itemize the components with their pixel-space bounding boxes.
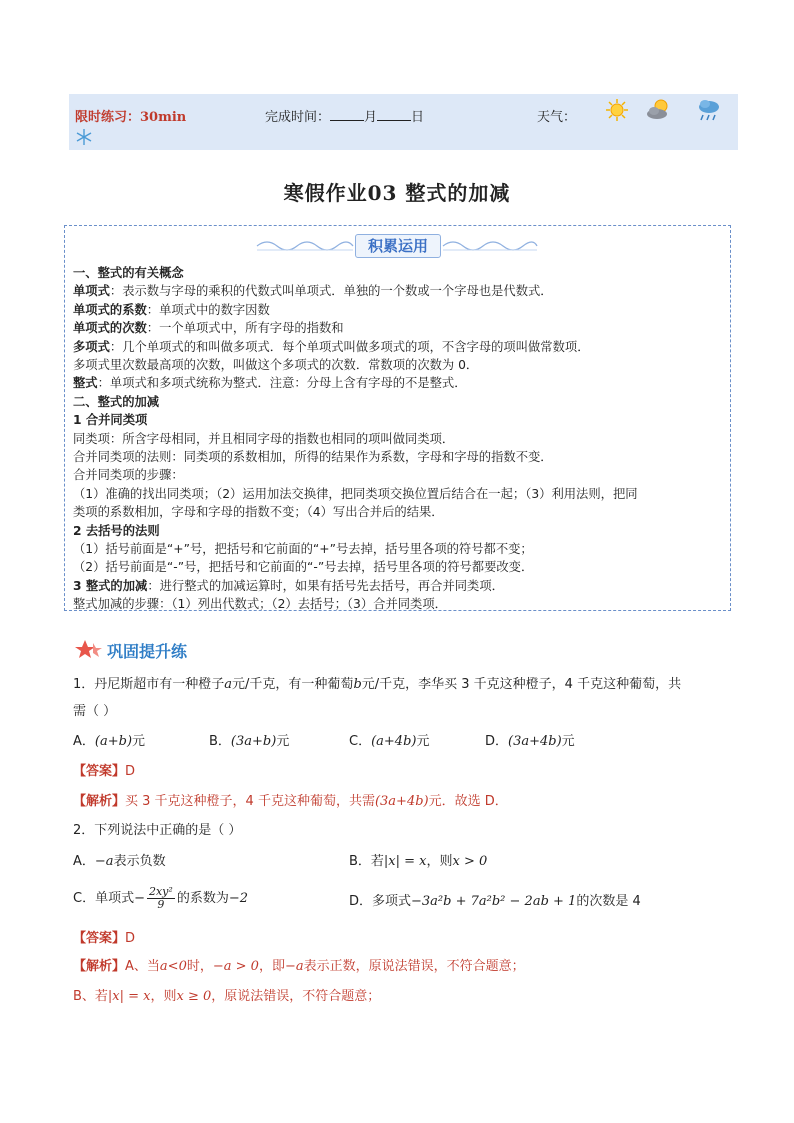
q2-option-a-text: 表示负数 xyxy=(113,854,166,869)
q1-option-c xyxy=(349,732,429,752)
q2-option-c-text: 的系数为 xyxy=(176,891,229,906)
q1-answer-label: 【答案】 xyxy=(73,764,126,779)
q2-option-d xyxy=(349,892,641,912)
knowledge-banner xyxy=(253,234,541,258)
knowledge-line xyxy=(73,374,467,392)
knowledge-line-text: ：单项式中的数字因数 xyxy=(146,302,270,317)
knowledge-line xyxy=(73,448,553,466)
q1-stem-b: 元/千克，有一种葡萄 xyxy=(232,677,354,692)
knowledge-line xyxy=(73,577,504,595)
q2-answer-value: D xyxy=(125,931,136,946)
q1-option-a-unit: 元 xyxy=(132,734,146,749)
knowledge-line xyxy=(73,282,553,300)
snowflake-icon xyxy=(75,128,93,146)
knowledge-line-text: 合并同类项的步骤： xyxy=(73,468,184,483)
q2-analysis-2d: x ≥ 0 xyxy=(176,989,212,1004)
month-blank xyxy=(330,110,364,121)
q1-answer-value: D xyxy=(125,764,136,779)
q1-stem-c: 元/千克，李华买 3 千克这种橙子，4 千克这种葡萄，共 xyxy=(361,677,682,692)
q1-analysis-expr: (3a+4b) xyxy=(374,794,429,809)
q1-option-c-label: C． xyxy=(349,734,372,749)
q2-analysis-label: 【解析】 xyxy=(73,959,126,974)
knowledge-line-text: 类项的系数相加，字母和字母的指数不变；（4）写出合并后的结果． xyxy=(73,505,444,520)
q2-option-a xyxy=(73,852,166,872)
banner-label: 积累运用 xyxy=(355,234,441,258)
q2-option-b-expr: |x| = x xyxy=(383,854,427,869)
knowledge-line xyxy=(73,411,147,429)
knowledge-line-text: ：表示数与字母的乘积的代数式叫单项式．单独的一个数或一个字母也是代数式． xyxy=(109,284,553,299)
q2-option-a-expr: −a xyxy=(94,854,114,869)
knowledge-line-term: 单项式 xyxy=(73,284,110,299)
q2-option-b-expr2: x > 0 xyxy=(452,854,488,869)
knowledge-line xyxy=(73,356,478,374)
header-bar xyxy=(69,94,738,150)
knowledge-line xyxy=(73,540,533,558)
q2-option-b-label: B．若 xyxy=(349,854,384,869)
q2-analysis-line1 xyxy=(73,957,525,977)
knowledge-line xyxy=(73,338,590,356)
q1-option-b-label: B． xyxy=(209,734,231,749)
q2-analysis-1d: −a > 0 xyxy=(212,959,259,974)
q1-option-b-expr: (3a+b) xyxy=(230,734,277,749)
knowledge-line-term: 1 合并同类项 xyxy=(73,413,148,428)
star-icon xyxy=(75,639,103,661)
q2-analysis-1g: 表示正数，原说法错误，不符合题意； xyxy=(303,959,525,974)
q1-option-c-expr: (a+4b) xyxy=(371,734,417,749)
q2-option-d-label: D．多项式 xyxy=(349,894,412,909)
q1-option-a-expr: (a+b) xyxy=(94,734,133,749)
knowledge-line xyxy=(73,503,444,521)
q1-option-c-unit: 元 xyxy=(416,734,430,749)
q1-option-d xyxy=(485,732,575,752)
q2-analysis-1e: ，即 xyxy=(258,959,285,974)
day-label: 日 xyxy=(411,110,425,125)
q2-option-d-expr: −3a²b + 7a²b² − 2ab + 1 xyxy=(411,894,577,909)
finish-time-label: 完成时间： xyxy=(265,110,331,125)
practice-section-title: 巩固提升练 xyxy=(107,642,188,661)
knowledge-line-text: （1）准确的找出同类项；（2）运用加法交换律，把同类项交换位置后结合在一起；（3）利用法则，把同 xyxy=(73,486,638,501)
rain-cloud-icon xyxy=(695,97,723,123)
finish-time xyxy=(265,106,424,125)
q1-analysis xyxy=(73,792,508,812)
q1-analysis-a: 买 3 千克这种橙子，4 千克这种葡萄，共需 xyxy=(125,794,375,809)
knowledge-line xyxy=(73,430,454,448)
q2-analysis-2c: ，则 xyxy=(150,989,177,1004)
q1-answer xyxy=(73,762,135,782)
q1-option-d-expr: (3a+4b) xyxy=(508,734,562,749)
knowledge-line-text: 同类项：所含字母相同，并且相同字母的指数也相同的项叫做同类项． xyxy=(73,431,455,446)
time-limit: 限时练习：30min xyxy=(75,110,187,125)
q1-option-a xyxy=(73,732,145,752)
knowledge-line-term: 二、整式的加减 xyxy=(73,394,160,409)
q2-option-c-value: −2 xyxy=(228,891,248,906)
q2-analysis-2e: ，原说法错误，不符合题意； xyxy=(211,989,381,1004)
knowledge-line-term: 2 去括号的法则 xyxy=(73,523,160,538)
q2-option-c-label: C．单项式 xyxy=(73,891,135,906)
q2-answer-label: 【答案】 xyxy=(73,931,126,946)
knowledge-line xyxy=(73,522,160,540)
q2-option-a-label: A． xyxy=(73,854,95,869)
page-title: 寒假作业03 整式的加减 xyxy=(283,181,511,205)
q2-option-b xyxy=(349,852,487,872)
knowledge-line-term: 一、整式的有关概念 xyxy=(73,266,184,280)
q2-stem: 2．下列说法中正确的是（ ） xyxy=(73,823,242,838)
knowledge-line xyxy=(73,264,184,282)
cloudy-sun-icon xyxy=(645,97,673,123)
q1-stem-line2: 需（ ） xyxy=(73,704,117,719)
q2-option-d-text: 的次数是 4 xyxy=(576,894,641,909)
q2-analysis-1b: a<0 xyxy=(159,959,187,974)
q1-var-a: a xyxy=(224,677,233,692)
q1-stem-line1 xyxy=(73,675,681,695)
q2-analysis-1c: 时， xyxy=(186,959,213,974)
knowledge-line xyxy=(73,393,159,411)
knowledge-line xyxy=(73,595,447,613)
knowledge-line-term: 多项式 xyxy=(73,339,110,354)
knowledge-line xyxy=(73,558,533,576)
knowledge-line-text: ：一个单项式中，所有字母的指数和 xyxy=(146,321,344,336)
q1-option-d-label: D． xyxy=(485,734,509,749)
q1-var-b: b xyxy=(353,677,362,692)
knowledge-line-term: 3 整式的加减 xyxy=(73,578,148,593)
knowledge-line xyxy=(73,485,638,503)
knowledge-line-text: 合并同类项的法则：同类项的系数相加，所得的结果作为系数，字母和字母的指数不变． xyxy=(73,450,553,464)
knowledge-line xyxy=(73,319,344,337)
q2-option-c: C．单项式− $\frac{\text{2xy²}}{9}$ 的系数为−2 xyxy=(73,885,248,911)
q2-option-c-fraction xyxy=(147,886,175,911)
weather-label: 天气： xyxy=(537,110,577,125)
knowledge-line-text: ：单项式和多项式统称为整式．注意：分母上含有字母的不是整式． xyxy=(97,376,467,391)
q2-option-c-numerator: 2xy² xyxy=(148,885,173,898)
q2-analysis-2b: |x| = x xyxy=(107,989,151,1004)
knowledge-line-text: 整式加减的步骤：（1）列出代数式；（2）去括号；（3）合并同类项． xyxy=(73,597,447,612)
q1-analysis-b: 元．故选 D． xyxy=(428,794,508,809)
q1-option-a-label: A． xyxy=(73,734,95,749)
knowledge-line-term: 整式 xyxy=(73,376,98,391)
knowledge-line-text: （1）括号前面是“+”号，把括号和它前面的“+”号去掉，括号里各项的符号都不变； xyxy=(73,542,533,556)
q2-analysis-1a: A、当 xyxy=(125,959,160,974)
q1-option-d-unit: 元 xyxy=(561,734,575,749)
q1-stem-a: 1．丹尼斯超市有一种橙子 xyxy=(73,677,225,692)
knowledge-line-term: 单项式的系数 xyxy=(73,302,147,317)
q2-analysis-1f: −a xyxy=(284,959,304,974)
knowledge-box xyxy=(64,225,731,611)
q2-analysis-2a: B、若 xyxy=(73,989,108,1004)
knowledge-line-term: 单项式的次数 xyxy=(73,321,147,336)
month-label: 月 xyxy=(364,110,378,125)
knowledge-line-text: （2）括号前面是“-”号，把括号和它前面的“-”号去掉，括号里各项的符号都要改变． xyxy=(73,560,534,575)
q2-option-b-mid: ，则 xyxy=(426,854,453,869)
knowledge-line xyxy=(73,466,184,484)
q2-option-c-denominator: 9 xyxy=(157,898,165,911)
q1-analysis-label: 【解析】 xyxy=(73,794,126,809)
knowledge-line-text: ：进行整式的加减运算时，如果有括号先去括号，再合并同类项． xyxy=(147,578,504,593)
knowledge-line-text: 多项式里次数最高项的次数，叫做这个多项式的次数．常数项的次数为 0． xyxy=(73,358,479,372)
sun-icon xyxy=(603,97,631,123)
day-blank xyxy=(377,110,411,121)
q2-analysis-line2 xyxy=(73,987,380,1007)
q1-option-b xyxy=(209,732,289,752)
q1-option-b-unit: 元 xyxy=(276,734,290,749)
knowledge-line-text: ：几个单项式的和叫做多项式．每个单项式叫做多项式的项，不含字母的项叫做常数项． xyxy=(109,339,590,354)
q2-answer xyxy=(73,929,135,949)
knowledge-line xyxy=(73,301,270,319)
